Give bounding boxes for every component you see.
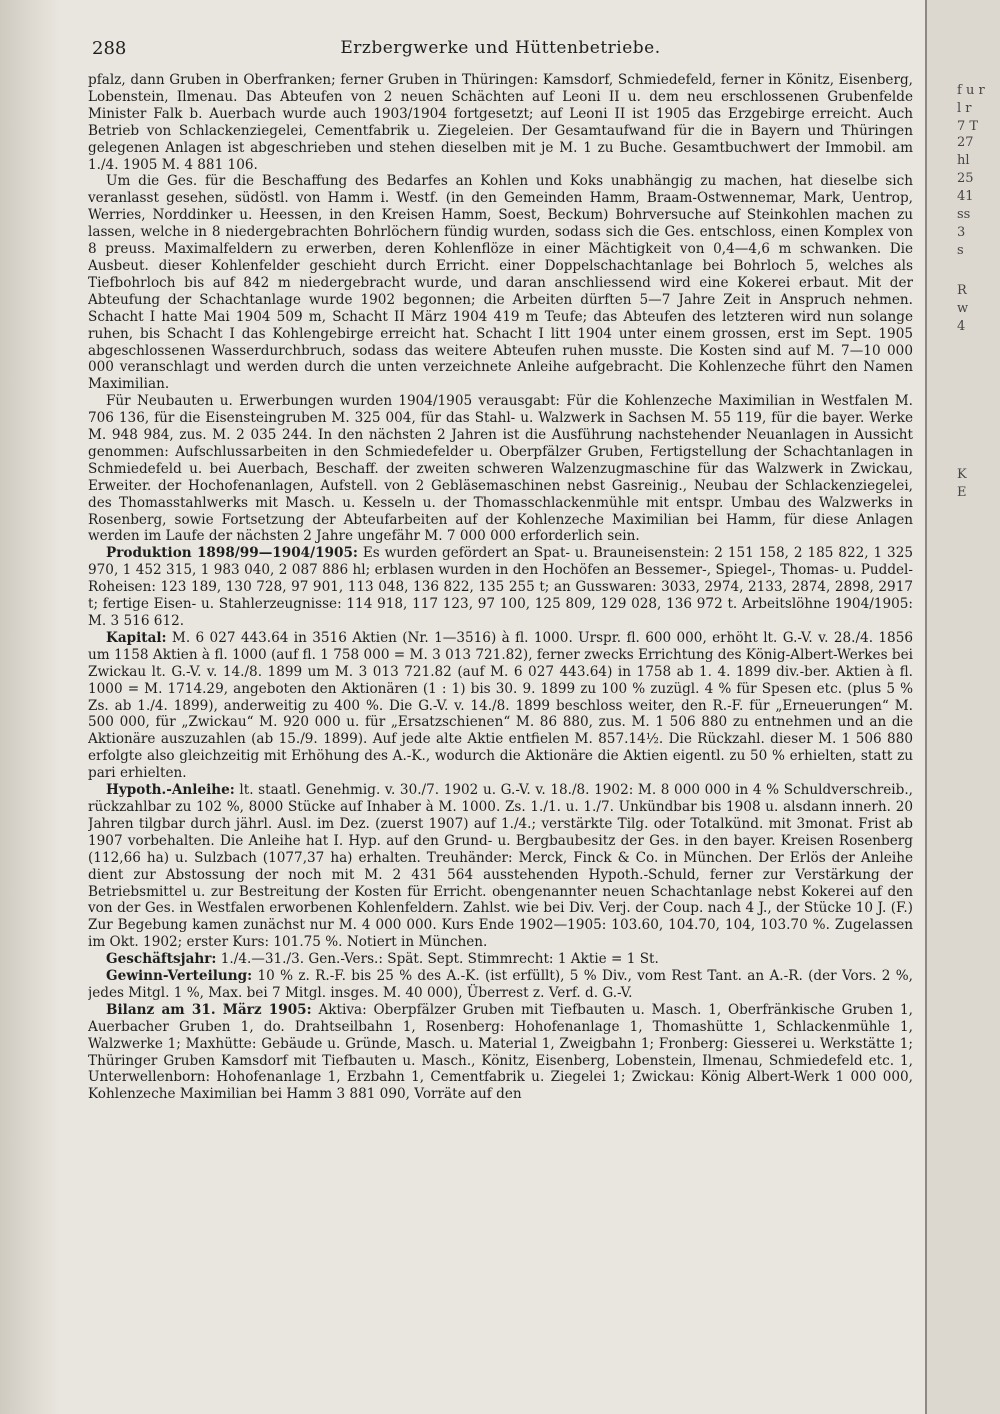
adjacent-page-strip bbox=[925, 0, 1000, 1414]
paragraph-bilanz bbox=[88, 1002, 913, 1103]
page-number: 288 bbox=[92, 38, 127, 59]
adjacent-fragment: E bbox=[957, 485, 967, 500]
adjacent-fragment: 25 bbox=[957, 171, 974, 186]
section-heading: Hypoth.-Anleihe: bbox=[106, 782, 235, 799]
paragraph-text: Aktiva: Oberpfälzer Gruben mit Tiefbauten u. Masch. 1, Oberfränkische Gruben 1, Auerbacher Gruben 1, do. Drahtseilbahn 1, Rosenberg: Hohofenanlage 1, Thomashütte 1, Schlackenmühle 1, Walzwerke 1; Maxhütte: Gebäude u. Gründe, Masch. u. Material 1, Zweigbahn 1; Fronberg: Giesserei u. Werkstätte 1; Thüringer Gruben Kamsdorf mit Tiefbauten u. Masch., Könitz, Eisenberg, Lobenstein, Ilmenau, Schmiedefeld etc. 1, Unterwellenborn: Hohofenanlage 1, Erzbahn 1, Cementfabrik u. Ziegelei 1; Zwickau: König Albert-Werk 1 000 000, Kohlenzeche Maximilian bei Hamm 3 881 090, Vorräte auf den bbox=[88, 1001, 913, 1103]
section-heading: Gewinn-Verteilung: bbox=[106, 968, 253, 985]
adjacent-fragment: 41 bbox=[957, 189, 974, 204]
section-heading: Produktion 1898/99—1904/1905: bbox=[106, 545, 358, 562]
paragraph-text: Es wurden gefördert an Spat- u. Brauneisenstein: 2 151 158, 2 185 822, 1 325 970, 1 452 315, 1 983 040, 2 087 886 hl; erblasen wurden in den Hochöfen an Bessemer-, Spiegel-, Thomas- u. Puddel-Roheisen: 123 189, 130 728, 97 901, 113 048, 136 822, 135 255 t; an Gusswaren: 3033, 2974, 2133, 2874, 2898, 2917 t; fertige Eisen- u. Stahlerzeugnisse: 114 918, 117 123, 97 100, 125 809, 129 028, 136 972 t. Arbeitslöhne 1904/1905: M. 3 516 612. bbox=[88, 545, 913, 629]
section-heading: Geschäftsjahr: bbox=[106, 951, 217, 968]
paragraph-2 bbox=[88, 173, 913, 393]
adjacent-fragment: 7 T bbox=[957, 119, 979, 134]
running-head bbox=[88, 30, 913, 64]
paragraph-kapital bbox=[88, 630, 913, 782]
adjacent-fragment: K bbox=[957, 467, 967, 482]
book-gutter bbox=[0, 0, 60, 1414]
adjacent-fragment: 3 bbox=[957, 225, 966, 240]
paragraph-text: 1./4.—31./3. Gen.-Vers.: Spät. Sept. Stimmrecht: 1 Aktie = 1 St. bbox=[216, 951, 659, 968]
paragraph-3 bbox=[88, 393, 913, 545]
adjacent-fragment: l r bbox=[957, 101, 972, 116]
adjacent-fragment: R bbox=[957, 283, 967, 298]
paragraph-1 bbox=[88, 72, 913, 173]
adjacent-fragment: w bbox=[957, 301, 969, 316]
adjacent-fragment: f u r bbox=[957, 83, 985, 98]
section-heading: Kapital: bbox=[106, 629, 167, 646]
adjacent-fragment: 4 bbox=[957, 319, 966, 334]
paragraph-text: pfalz, dann Gruben in Oberfranken; ferner Gruben in Thüringen: Kamsdorf, Schmiedefeld, ferner in Könitz, Eisenberg, Lobenstein, Ilmenau. Das Abteufen von 2 neuen Schächten auf Leoni II u. dem neu erschlossenen Grubenfelde Minister Falk b. Auerbach wurde auch 1903/1904 fortgesetzt; auf Leoni II ist 1905 das Erzgebirge erreicht. Auch Betrieb von Schlackenziegelei, Cementfabrik u. Ziegeleien. Der Gesamtaufwand für die in Bayern und Thüringen gelegenen Anlagen ist abgeschrieben und stehen dieselben mit je M. 1 zu Buche. Gesamtbuchwert der Immobil. am 1./4. 1905 M. 4 881 106. bbox=[88, 72, 913, 173]
section-heading: Bilanz am 31. März 1905: bbox=[106, 1001, 312, 1018]
body-text bbox=[88, 72, 913, 1103]
paragraph-text: lt. staatl. Genehmig. v. 30./7. 1902 u. G.-V. v. 18./8. 1902: M. 8 000 000 in 4 % Schuldverschreib., rückzahlbar zu 102 %, 8000 Stücke auf Inhaber à M. 1000. Zs. 1./1. u. 1./7. Unkündbar bis 1908 u. alsdann innerh. 20 Jahren tilgbar durch jährl. Ausl. im Dez. (zuerst 1907) auf 1./4.; verstärkte Tilg. oder Totalkünd. mit 3monat. Frist ab 1907 vorbehalten. Die Anleihe hat I. Hyp. auf den Grund- u. Bergbaubesitz der Ges. in den bayer. Kreisen Rosenberg (112,66 ha) u. Sulzbach (1077,37 ha) erhalten. Treuhänder: Merck, Finck & Co. in München. Der Erlös der Anleihe dient zur Abstossung der noch mit M. 2 431 564 ausstehenden Hypoth.-Schuld, ferner zur Verstärkung der Betriebsmittel u. zur Bestreitung der Kosten für Erricht. obengenannter neuen Schachtanlage nebst Kokerei auf den von der Ges. in Westfalen erworbenen Kohlenfeldern. Zahlst. wie bei Div. Verj. der Coup. nach 4 J., der Stücke 10 J. (F.) Zur Begebung kamen zunächst nur M. 4 000 000. Kurs Ende 1902—1905: 103.60, 104.70, 104, 103.70 %. Zugelassen im Okt. 1902; erster Kurs: 101.75 %. Notiert in München. bbox=[88, 782, 913, 951]
paragraph-text: 10 % z. R.-F. bis 25 % des A.-K. (ist erfüllt), 5 % Div., vom Rest Tant. an A.-R. (der Vors. 2 %, jedes Mitgl. 1 %, Max. bei 7 Mitgl. insges. M. 40 000), Überrest z. Verf. d. G.-V. bbox=[88, 968, 913, 1001]
book-page bbox=[88, 30, 913, 1410]
adjacent-fragment: s bbox=[957, 243, 964, 258]
paragraph-text: M. 6 027 443.64 in 3516 Aktien (Nr. 1—3516) à fl. 1000. Urspr. fl. 600 000, erhöht lt. G.-V. v. 28./4. 1856 um 1158 Aktien à fl. 1000 (auf fl. 1 758 000 = M. 3 013 721.82), ferner zwecks Errichtung des König-Albert-Werkes bei Zwickau lt. G.-V. v. 14./8. 1899 um M. 3 013 721.82 (auf M. 6 027 443.64) in 1758 ab 1. 4. 1899 div.-ber. Aktien à fl. 1000 = M. 1714.29, angeboten den Aktionären (1 : 1) bis 30. 9. 1899 zu 100 % zuzügl. 4 % für Spesen etc. (plus 5 % Zs. ab 1./4. 1899), anderweitig zu 400 %. Die G.-V. v. 14./8. 1899 beschloss weiter, den R.-F. für „Erneuerungen“ M. 500 000, für „Zwickau“ M. 920 000 u. für „Ersatzschienen“ M. 86 880, zus. M. 1 506 880 zu entnehmen und an die Aktionäre auszuzahlen (ab 15./9. 1899). Auf jede alte Aktie entfielen M. 857.14½. Die Rückzahl. dieser M. 1 506 880 erfolgte also gleichzeitig mit Erhöhung des A.-K., wodurch die Aktionäre die Aktien eigentl. zu 50 % erhielten, statt zu pari erhielten. bbox=[88, 629, 913, 782]
paragraph-text: Um die Ges. für die Beschaffung des Bedarfes an Kohlen und Koks unabhängig zu machen, hat dieselbe sich veranlasst gesehen, südöstl. von Hamm i. Westf. (in den Gemeinden Hamm, Braam-Ostwennemar, Mark, Uentrop, Werries, Norddinker u. Heessen, in den Kreisen Hamm, Soest, Beckum) Bohrversuche auf Steinkohlen machen zu lassen, welche in 8 niedergebrachten Bohrlöchern fündig wurden, sodass sich die Ges. entschloss, einen Komplex von 8 preuss. Maximalfeldern zu erwerben, deren Kohlenflöze in einer Mächtigkeit von 0,4—4,6 m schwanken. Die Ausbeut. dieser Kohlenfelder geschieht durch Erricht. einer Doppelschachtanlage bei Bohrloch 5, welches als Tiefbohrloch bis auf 842 m niedergebracht wurde, und daran anschliessend wird eine Kokerei erbaut. Mit der Abteufung der Schachtanlage wurde 1902 begonnen; die Arbeiten dürften 5—7 Jahre Zeit in Anspruch nehmen. Schacht I hatte Mai 1904 509 m, Schacht II März 1904 419 m Teufe; das Abteufen des letzteren wird nun solange ruhen, bis Schacht I das Kohlengebirge erreicht hat. Schacht I litt 1904 unter einem grossen, erst im Sept. 1905 abgeschlossenen Wasserdurchbruch, sodass das weitere Abteufen ruhen musste. Die Kosten sind auf M. 7—10 000 000 veranschlagt und werden durch die unten verzeichnete Anleihe aufgebracht. Die Kohlenzeche führt den Namen Maximilian. bbox=[88, 173, 913, 393]
adjacent-fragment: 27 bbox=[957, 135, 974, 150]
adjacent-fragment: hl bbox=[957, 153, 970, 168]
paragraph-geschaeftsjahr bbox=[88, 951, 913, 968]
paragraph-anleihe bbox=[88, 782, 913, 951]
adjacent-fragment: ss bbox=[957, 207, 971, 222]
paragraph-gewinn bbox=[88, 968, 913, 1002]
paragraph-produktion bbox=[88, 545, 913, 630]
paragraph-text: Für Neubauten u. Erwerbungen wurden 1904/1905 verausgabt: Für die Kohlenzeche Maximilian in Westfalen M. 706 136, für die Eisensteingruben M. 325 004, für das Stahl- u. Walzwerk in Sachsen M. 55 119, für die bayer. Werke M. 948 984, zus. M. 2 035 244. In den nächsten 2 Jahren ist die Ausführung nachstehender Neuanlagen in Aussicht genommen: Aufschlussarbeiten in den Schmiedefelder u. Oberpfälzer Gruben, Fertigstellung der Schachtanlagen in Schmiedefeld u. bei Auerbach, Beschaff. der zweiten schweren Walzenzugmaschine für das Walzwerk in Zwickau, Erweiter. der Hochofenanlagen, Aufstell. von 2 Gebläsemaschinen nebst Gasreinig., Neubau der Schlackenziegelei, des Thomasstahlwerks mit Masch. u. Kesseln u. der Thomasschlackenmühle mit entspr. Umbau des Walzwerks in Rosenberg, sowie Fortsetzung der Abteufarbeiten auf der Kohlenzeche Maximilian bei Hamm, für diese Anlagen werden im Laufe der nächsten 2 Jahre ungefähr M. 7 000 000 erforderlich sein. bbox=[88, 393, 913, 545]
running-title: Erzbergwerke und Hüttenbetriebe. bbox=[340, 38, 661, 58]
